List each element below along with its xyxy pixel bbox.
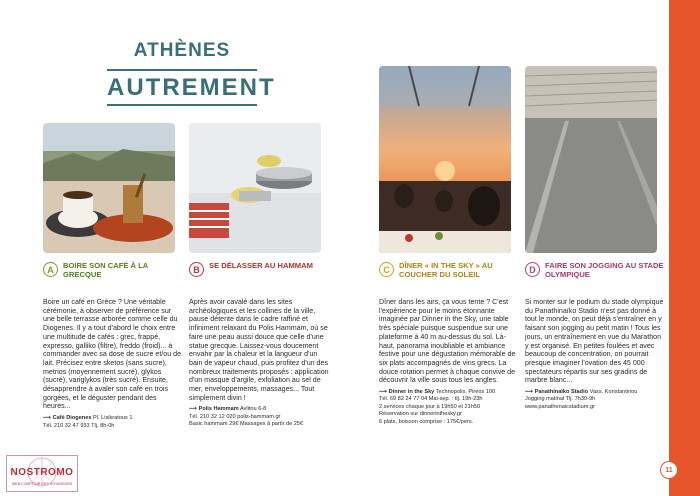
letter-badge-c: C <box>379 262 394 277</box>
column-b-info-line: Avlitou 6-8 <box>239 406 267 413</box>
column-b-info-line: Tél. 210 32 12 020 polis-hammam.gr <box>189 413 281 420</box>
column-d <box>525 260 665 411</box>
page-title: AUTREMENT <box>107 74 276 101</box>
column-c-info-line: Tél. 69 82 24 77 04 Mai-sep. : tlj. 19h-23h <box>379 396 483 403</box>
logo-tagline: WEB COMPTOIR DES VOYAGEURS <box>11 482 73 486</box>
photo-dinner-sky <box>379 66 511 253</box>
header-title-box <box>107 69 276 106</box>
column-b-heading <box>189 260 329 290</box>
column-c-info-line: Technopolis, Pireos 100 <box>435 389 496 396</box>
column-a-title: BOIRE SON CAFÉ À LA GRECQUE <box>63 261 148 279</box>
column-a-heading <box>43 260 183 290</box>
photo-coffee <box>43 123 175 253</box>
arrow-icon: ⟶ <box>525 389 534 396</box>
column-b-info-line: Basic hammam 29€ Massages à partir de 25€ <box>189 421 304 428</box>
column-d-body: Si monter sur le podium du stade olympique du Panathinaïko Stadio n'est pas donné à tout le monde, on peut déjà s'entraîner en y faisant son jogging au petit matin ! Tous les jours, un entraînement en vue du Marathon y est organisé. En petites foulées et avec beaucoup de concentration, on pourrait presque imaginer l'ovation des 45 000 spectateurs répartis sur ses gradins de marbre blanc... <box>525 298 664 385</box>
column-c <box>379 260 519 426</box>
letter-badge-a: A <box>43 262 58 277</box>
letter-badge-b: B <box>189 262 204 277</box>
arrow-icon: ⟶ <box>189 406 198 413</box>
column-c-info-line: 2 services chaque jour à 19h50 et 21h50 <box>379 403 481 410</box>
photo-hammam <box>189 123 321 253</box>
column-a <box>43 260 183 430</box>
column-a-info-line: Tél. 210 32 47 933 Tlj. 8h-0h <box>43 422 115 429</box>
header-kicker: ATHÈNES <box>133 40 231 61</box>
arrow-icon: ⟶ <box>43 415 52 422</box>
page-number: 11 <box>660 461 678 479</box>
column-c-title: DÎNER « IN THE SKY » AU COUCHER DU SOLEIL <box>399 261 493 279</box>
column-d-venue: Panathinaïko Stadio <box>534 389 589 396</box>
column-c-info-line: 6 plats, boisson comprise : 175€/pers. <box>379 418 474 425</box>
column-c-info-line: Réservation sur dinnerinthesky.gr <box>379 411 462 418</box>
column-b-body: Après avoir cavalé dans les sites archéologiques et les collines de la ville, pause détente dans le cadre raffiné et infiniment relaxant du Polis Hammam, où se faire une peau aussi douce que celle d'une statue grecque. Laissez-vous doucement envahir par la chaleur et la langueur d'un bain de vapeur chaud, puis profitez d'un des nombreux traitements proposés : application d'un masque d'argile, exfoliation au sel de mer, enveloppements, massages... Tout simplement divin ! <box>189 298 329 402</box>
column-a-body: Boire un café en Grèce ? Une véritable cérémonie, à observer de préférence sur une belle terrasse arborée comme celle du Diogenes. Il y a tout d'abord le choix entre une multitude de cafés : grec, frappé, expresso, galliko (filtre), freddo (froid)... à commander avec sa dose de sucre et/ou de lait. Précisez entre sketos (sans sucre), metrios (moyennement sucré), glykos (sucré), variglykos (très sucré). Ensuite, désapprendre à avaler son café en trois gorgées, et le déguster pendant des heures... <box>43 298 182 411</box>
column-b-info <box>189 406 329 428</box>
logo-name: NOSTROMO <box>10 467 74 478</box>
column-c-body: Dîner dans les airs, ça vous tente ? C'est l'expérience pour le moins étonnante imaginée par Dinner in the Sky, une table très spéciale puisque suspendue sur une plateforme à 40 m au-dessus du sol. Là-haut, panorama inoubliable et ambiance festive pour une dégustation mémorable de six plats accompagnés de vins grecs. La douce rotation permet à chaque convive de découvrir la ville sous tous les angles. <box>379 298 516 385</box>
column-a-info-line: Pl. Lisikratous 1 <box>93 415 133 422</box>
column-c-venue: Dinner in the Sky <box>388 389 435 396</box>
letter-badge-d: D <box>525 262 540 277</box>
page-header <box>107 40 276 106</box>
column-d-heading <box>525 260 665 290</box>
column-d-info <box>525 389 665 411</box>
column-c-info <box>379 389 519 426</box>
column-b-venue: Polis Hammam <box>198 406 239 413</box>
photo-stadium <box>525 66 657 253</box>
column-a-info <box>43 415 183 430</box>
arrow-icon: ⟶ <box>379 389 388 396</box>
column-d-info-line: www.panathenaicstadium.gr <box>525 403 595 410</box>
column-b-title: SE DÉLASSER AU HAMMAM <box>209 261 313 270</box>
nostromo-logo <box>6 455 78 492</box>
column-d-info-line: Jogging matinal Tlj. 7h30-9h <box>525 396 596 403</box>
column-a-venue: Café Diogenes <box>52 415 92 422</box>
column-c-heading <box>379 260 519 290</box>
page-edge-strip <box>669 0 700 496</box>
column-d-title: FAIRE SON JOGGING AU STADE OLYMPIQUE <box>545 261 664 279</box>
column-b <box>189 260 329 429</box>
column-d-info-line: Vass. Konstantinou <box>589 389 638 396</box>
